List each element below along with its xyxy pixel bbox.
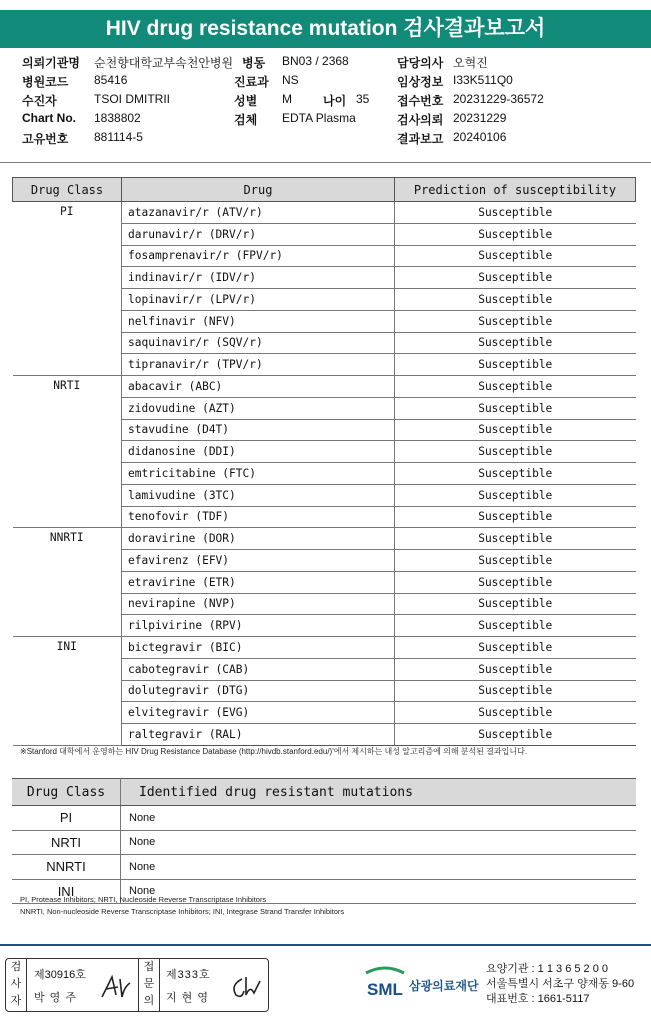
drug-cell: nelfinavir (NFV)	[122, 310, 395, 332]
prediction-cell: Susceptible	[395, 267, 636, 289]
value-requesting-org: 순천향대학교부속천안병원	[94, 56, 234, 70]
drug-cell: dolutegravir (DTG)	[122, 680, 395, 702]
value-chart-no: 1838802	[94, 111, 141, 125]
table-row	[13, 202, 636, 224]
susceptibility-table-body	[13, 202, 636, 746]
drug-cell: indinavir/r (IDV/r)	[122, 267, 395, 289]
drug-cell: tenofovir (TDF)	[122, 506, 395, 528]
value-physician: 오혁진	[453, 56, 488, 70]
table-row	[12, 855, 636, 880]
drug-class-cell: PI	[13, 202, 122, 376]
tester-license-no: 제30916호	[34, 969, 86, 981]
institution-address: 서울특별시 서초구 양재동 9-60	[486, 978, 635, 990]
prediction-cell: Susceptible	[395, 550, 636, 572]
tester-name: 박 영 주	[34, 992, 77, 1004]
drug-cell: raltegravir (RAL)	[122, 724, 395, 746]
sml-logo	[362, 965, 480, 1005]
mutation-class-cell: INI	[12, 879, 121, 904]
drug-cell: tipranavir/r (TPV/r)	[122, 354, 395, 376]
drug-cell: lopinavir/r (LPV/r)	[122, 289, 395, 311]
header-mutations: Identified drug resistant mutations	[121, 779, 637, 806]
label-receipt-no: 접수번호	[397, 94, 444, 108]
table-row	[12, 806, 636, 831]
header-drug-class: Drug Class	[13, 178, 122, 202]
mutation-value-cell: None	[121, 830, 637, 855]
drug-cell: etravirine (ETR)	[122, 571, 395, 593]
label-sex: 성별	[234, 94, 258, 108]
mutation-value-cell: None	[121, 879, 637, 904]
label-unique-no: 고유번호	[22, 132, 69, 146]
drug-class-cell: NRTI	[13, 376, 122, 528]
drug-cell: bictegravir (BIC)	[122, 637, 395, 659]
prediction-cell: Susceptible	[395, 506, 636, 528]
label-patient: 수진자	[22, 94, 57, 108]
drug-cell: zidovudine (AZT)	[122, 397, 395, 419]
label-department: 진료과	[234, 75, 269, 89]
reviewer-license-no: 제333호	[166, 969, 211, 981]
mutation-class-cell: NNRTI	[12, 855, 121, 880]
drug-cell: abacavir (ABC)	[122, 376, 395, 398]
prediction-cell: Susceptible	[395, 397, 636, 419]
value-clinical-info: I33K511Q0	[453, 73, 513, 87]
drug-cell: nevirapine (NVP)	[122, 593, 395, 615]
prediction-cell: Susceptible	[395, 615, 636, 637]
table-row	[13, 637, 636, 659]
mutations-table	[12, 778, 636, 904]
label-specimen: 검체	[234, 113, 258, 127]
prediction-cell: Susceptible	[395, 658, 636, 680]
value-result-report: 20240106	[453, 130, 507, 144]
prediction-cell: Susceptible	[395, 484, 636, 506]
prediction-cell: Susceptible	[395, 724, 636, 746]
signature-box	[5, 958, 269, 1012]
label-chart-no: Chart No.	[22, 111, 76, 125]
label-test-requested: 검사의뢰	[397, 113, 444, 127]
drug-cell: efavirenz (EFV)	[122, 550, 395, 572]
prediction-cell: Susceptible	[395, 310, 636, 332]
report-title: HIV drug resistance mutation 검사결과보고서	[0, 10, 651, 48]
prediction-cell: Susceptible	[395, 354, 636, 376]
header-mut-drug-class: Drug Class	[12, 779, 121, 806]
prediction-cell: Susceptible	[395, 332, 636, 354]
drug-cell: lamivudine (3TC)	[122, 484, 395, 506]
prediction-cell: Susceptible	[395, 702, 636, 724]
reviewer-label: 접 문 의	[138, 959, 160, 1011]
abbreviations-line-2: NNRTI, Non-nucleoside Reverse Transcriptase Inhibitors; INI, Integrase Strand Transfer Inhibitors	[20, 907, 345, 916]
svg-text:SML: SML	[367, 980, 403, 999]
prediction-cell: Susceptible	[395, 528, 636, 550]
tester-label: 검 사 자	[6, 959, 27, 1011]
susceptibility-table	[12, 177, 636, 746]
database-note: ※Stanford 대학에서 운영하는 HIV Drug Resistance Database (http://hivdb.stanford.edu/)'에서 제시하는 내성 알고리즘에 의해 분석된 결과입니다.	[20, 747, 528, 756]
table-row	[12, 830, 636, 855]
footer-divider	[0, 944, 651, 946]
reviewer-name: 지 현 영	[166, 992, 209, 1004]
institution-phone: 대표번호 : 1661-5117	[486, 993, 590, 1005]
drug-cell: rilpivirine (RPV)	[122, 615, 395, 637]
drug-class-cell: INI	[13, 637, 122, 746]
abbreviations-line-1: PI, Protease Inhibitors; NRTI, Nucleoside Reverse Transcriptase Inhibitors	[20, 895, 267, 904]
value-unique-no: 881114-5	[94, 130, 143, 144]
label-age: 나이	[323, 94, 347, 108]
prediction-cell: Susceptible	[395, 463, 636, 485]
mutations-table-body	[12, 806, 636, 904]
drug-cell: fosamprenavir/r (FPV/r)	[122, 245, 395, 267]
mutation-value-cell: None	[121, 806, 637, 831]
drug-cell: didanosine (DDI)	[122, 441, 395, 463]
prediction-cell: Susceptible	[395, 419, 636, 441]
label-hospital-code: 병원코드	[22, 75, 69, 89]
sml-logo-name: 삼광의료재단	[409, 979, 479, 993]
tester-signature-icon	[98, 973, 134, 1001]
prediction-cell: Susceptible	[395, 637, 636, 659]
value-specimen: EDTA Plasma	[282, 111, 356, 125]
value-hospital-code: 85416	[94, 73, 128, 87]
value-sex: M	[282, 92, 292, 106]
prediction-cell: Susceptible	[395, 680, 636, 702]
label-requesting-org: 의뢰기관명	[22, 56, 80, 70]
header-prediction: Prediction of susceptibility	[395, 178, 636, 202]
institution-code: 요양기관 : 1 1 3 6 5 2 0 0	[486, 963, 609, 975]
sml-logo-icon	[362, 965, 408, 1005]
label-physician: 담당의사	[397, 56, 444, 70]
drug-cell: saquinavir/r (SQV/r)	[122, 332, 395, 354]
value-test-requested: 20231229	[453, 111, 507, 125]
reviewer-signature-icon	[228, 973, 264, 1001]
abbreviations	[20, 894, 635, 918]
prediction-cell: Susceptible	[395, 223, 636, 245]
drug-cell: atazanavir/r (ATV/r)	[122, 202, 395, 224]
prediction-cell: Susceptible	[395, 593, 636, 615]
prediction-cell: Susceptible	[395, 571, 636, 593]
prediction-cell: Susceptible	[395, 245, 636, 267]
value-department: NS	[282, 73, 299, 87]
table-row	[13, 376, 636, 398]
prediction-cell: Susceptible	[395, 289, 636, 311]
drug-cell: cabotegravir (CAB)	[122, 658, 395, 680]
prediction-cell: Susceptible	[395, 441, 636, 463]
drug-cell: doravirine (DOR)	[122, 528, 395, 550]
label-clinical-info: 임상정보	[397, 75, 444, 89]
drug-cell: stavudine (D4T)	[122, 419, 395, 441]
mutation-class-cell: NRTI	[12, 830, 121, 855]
patient-info	[22, 54, 642, 149]
header-divider	[0, 162, 651, 163]
drug-cell: darunavir/r (DRV/r)	[122, 223, 395, 245]
value-patient: TSOI DMITRII	[94, 92, 170, 106]
mutation-value-cell: None	[121, 855, 637, 880]
drug-cell: emtricitabine (FTC)	[122, 463, 395, 485]
value-age: 35	[356, 92, 370, 106]
prediction-cell: Susceptible	[395, 202, 636, 224]
value-receipt-no: 20231229-36572	[453, 92, 544, 106]
prediction-cell: Susceptible	[395, 376, 636, 398]
mutation-class-cell: PI	[12, 806, 121, 831]
label-result-report: 결과보고	[397, 132, 444, 146]
drug-class-cell: NNRTI	[13, 528, 122, 637]
header-drug: Drug	[122, 178, 395, 202]
label-ward: 병동	[242, 56, 266, 70]
institution-info	[486, 962, 634, 1007]
value-ward: BN03 / 2368	[282, 54, 349, 68]
drug-cell: elvitegravir (EVG)	[122, 702, 395, 724]
table-row	[13, 528, 636, 550]
